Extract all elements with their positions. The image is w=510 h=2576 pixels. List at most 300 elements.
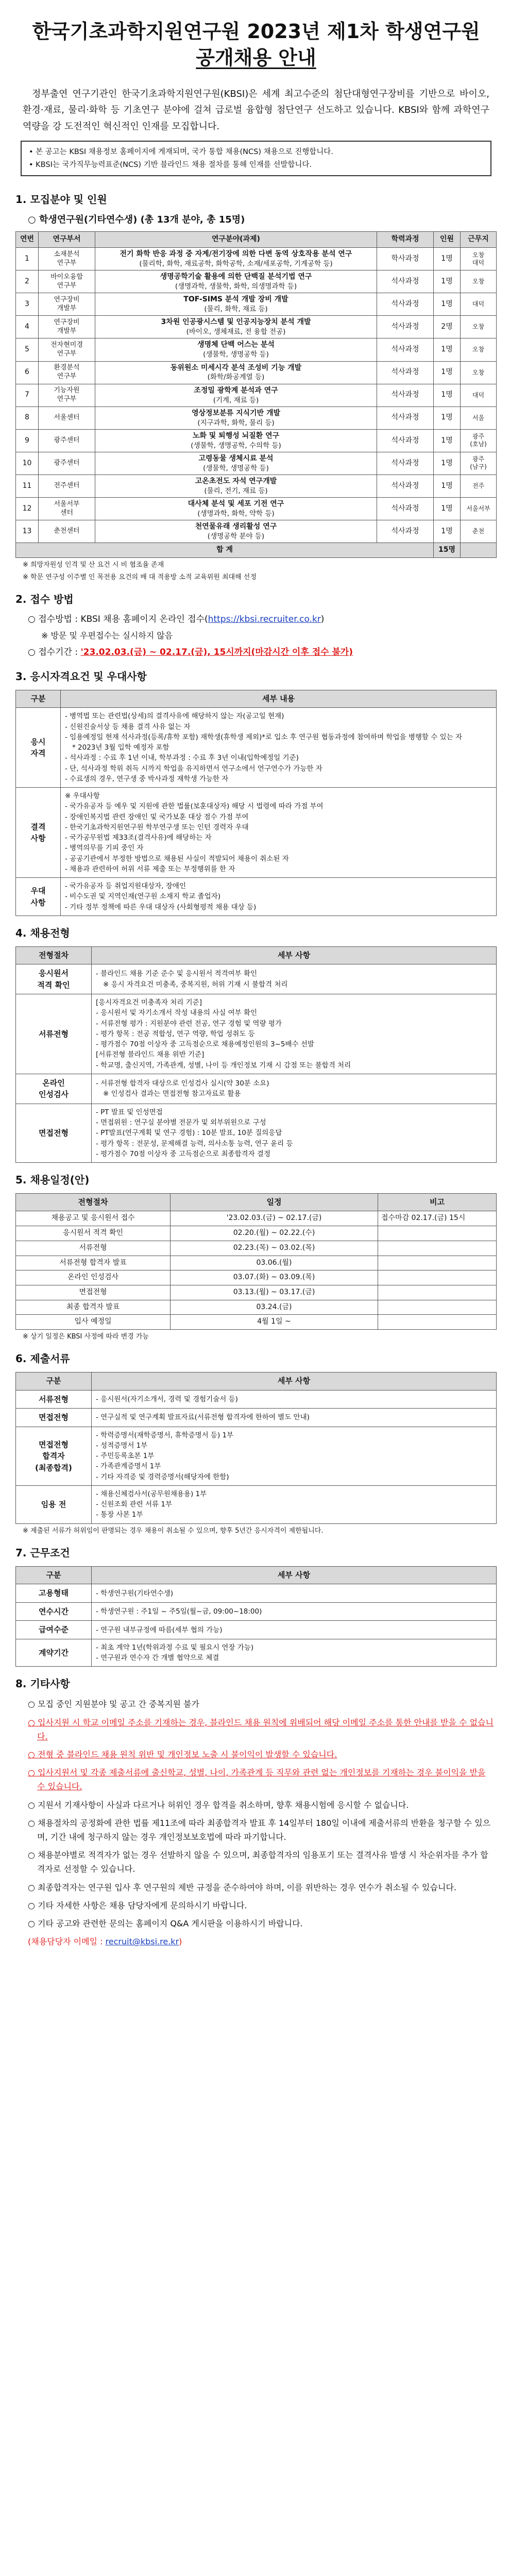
row-item: - 연구실적 및 연구계획 발표자료(서류전형 합격자에 한하여 별도 안내) bbox=[96, 1413, 310, 1422]
table-row bbox=[16, 406, 497, 429]
row-item: - 연구원과 연수자 간 개별 협약으로 체결 bbox=[96, 1654, 219, 1663]
title-line-2: 공개채용 안내 bbox=[196, 46, 316, 70]
row-item: - 학교명, 출신지역, 가족관계, 성별, 나이 등 개인정보 기재 시 감점 또는 불합격 처리 bbox=[96, 1061, 351, 1070]
cell-degree: 석사과정 bbox=[377, 338, 434, 361]
cell-location: 오창 bbox=[461, 316, 497, 338]
row-item: - 학생연구원 : 주1일 ~ 주5일(월~금, 09:00~18:00) bbox=[96, 1607, 262, 1616]
row-content bbox=[61, 708, 497, 788]
row-item: - 공공기관에서 부정한 방법으로 채용된 사실이 적발되어 채용이 취소된 자 bbox=[65, 854, 289, 863]
row-item: - 성적증명서 1부 bbox=[96, 1441, 148, 1450]
misc-item: ○ 기타 공고와 관련한 문의는 홈페이지 Q&A 게시판을 이용하시기 바랍니다. bbox=[28, 1918, 303, 1928]
total-empty bbox=[461, 543, 497, 558]
table-row bbox=[16, 361, 497, 384]
table-row bbox=[16, 1256, 497, 1270]
cell-location: 서울 bbox=[461, 406, 497, 429]
col-header: 일정 bbox=[171, 1194, 378, 1211]
row-item: - 연구원 내부규정에 따름(세부 협의 가능) bbox=[96, 1625, 223, 1634]
row-item: - 병역법 또는 관련법(상세)의 결격사유에 해당하지 않는 자(공고일 현재) bbox=[65, 712, 284, 721]
row-label: 우대 사항 bbox=[16, 878, 61, 916]
task-detail: (화학/화공계열 등) bbox=[207, 373, 265, 382]
cell-location: 광주 (남구) bbox=[461, 452, 497, 474]
col-header: 비고 bbox=[378, 1194, 497, 1211]
col-header: 인원 bbox=[434, 232, 461, 248]
col-header: 학력과정 bbox=[377, 232, 434, 248]
row-item: - 장애인복지법 관련 장애인 및 국가보훈 대상 점수 가점 부여 bbox=[65, 812, 249, 821]
table-row bbox=[16, 994, 497, 1074]
row-label: 연수시간 bbox=[16, 1602, 92, 1621]
col-header: 연번 bbox=[16, 232, 39, 248]
row-label: 응시원서 적격 확인 bbox=[16, 964, 92, 994]
row-label: 온라인 인성검사 bbox=[16, 1074, 92, 1104]
table-row bbox=[16, 452, 497, 474]
schedule-cell: 서류전형 bbox=[16, 1241, 171, 1256]
table-row bbox=[16, 1315, 497, 1330]
cell-dept: 기능자원 연구부 bbox=[39, 384, 95, 406]
row-item: - 단, 석사과정 학위 취득 시까지 학업을 유지하면서 연구소에서 연구연수가 가능한 자 bbox=[65, 764, 322, 773]
task-title: 영상정보분류 지식기반 개발 bbox=[191, 409, 281, 417]
documents-note: ※ 제출된 서류가 허위임이 판명되는 경우 채용이 취소될 수 있으며, 향후 5년간 응시자격이 제한됩니다. bbox=[23, 1527, 324, 1535]
qualification-table bbox=[15, 690, 497, 916]
apply-period-label: ○ 접수기간 : bbox=[28, 647, 81, 658]
cell-no: 4 bbox=[16, 316, 39, 338]
notice-line: • 본 공고는 KBSI 채용정보 홈페이지에 게재되며, 국가 통합 채용(NCS) 채용으로 진행합니다. bbox=[29, 148, 333, 157]
cell-count: 1명 bbox=[434, 498, 461, 520]
row-content bbox=[92, 1409, 497, 1427]
row-item: - 임용예정일 현재 석사과정(등록/휴학 포함) 재학생(휴학생 제외)*로 입소 후 연구원 협동과정에 참여하며 학업을 병행할 수 있는 자 bbox=[65, 733, 462, 741]
misc-item: ○ 지원서 기재사항이 사실과 다르거나 허위인 경우 합격을 취소하며, 향후 채용시험에 응시할 수 없습니다. bbox=[28, 1800, 409, 1810]
total-label: 합 계 bbox=[16, 543, 434, 558]
task-detail: (물리학, 화학, 재료공학, 화학공학, 소재/세포공학, 기계공학 등) bbox=[139, 259, 333, 268]
cell-location: 서울서부 bbox=[461, 498, 497, 520]
table-row bbox=[16, 1485, 497, 1523]
table-header-row bbox=[16, 1372, 497, 1390]
task-detail: (바이오, 생체재료, 전 융합 전공) bbox=[186, 328, 286, 336]
row-item: [응시자격요건 미충족자 처리 기준] bbox=[96, 998, 202, 1007]
task-title: 조정밀 광학계 분석과 연구 bbox=[194, 386, 278, 395]
misc-item: ○ 입사지원 시 학교 이메일 주소를 기재하는 경우, 블라인드 채용 원칙에 위배되어 해당 이메일 주소를 통한 안내를 받을 수 없습니다. bbox=[28, 1717, 494, 1741]
apply-note: ※ 방문 및 우편접수는 실시하지 않음 bbox=[41, 631, 173, 641]
row-label: 결격 사항 bbox=[16, 788, 61, 878]
task-title: TOF-SIMS 분석 개발 장비 개발 bbox=[183, 295, 288, 304]
table-row bbox=[16, 878, 497, 916]
col-header: 구분 bbox=[16, 1372, 92, 1390]
schedule-cell: 4월 1일 ~ bbox=[171, 1315, 378, 1330]
table-row bbox=[16, 384, 497, 406]
cell-dept: 환경분석 연구부 bbox=[39, 361, 95, 384]
contact-email-link[interactable]: recruit@kbsi.re.kr bbox=[105, 1937, 179, 1947]
table-row bbox=[16, 1409, 497, 1427]
section-8-heading: 8. 기타사항 bbox=[15, 1677, 70, 1690]
row-label: 면접전형 bbox=[16, 1409, 92, 1427]
schedule-cell: 03.07.(화) ~ 03.09.(목) bbox=[171, 1270, 378, 1285]
row-item: - 비수도권 및 지역인재(연구원 소재지 학교 졸업자) bbox=[65, 892, 220, 901]
apply-period-value: '23.02.03.(금) ~ 02.17.(금), 15시까지(마감시간 이후 접수 불가) bbox=[80, 647, 353, 658]
contact-prefix: (채용담당자 이메일 : bbox=[28, 1937, 106, 1947]
cell-task bbox=[95, 270, 377, 293]
cell-no: 2 bbox=[16, 270, 39, 293]
table-row bbox=[16, 1584, 497, 1603]
row-content bbox=[92, 1074, 497, 1104]
apply-method-text: ○ 접수방법 : KBSI 채용 홈페이지 온라인 접수( bbox=[28, 614, 208, 625]
row-item: - 학력증명서(재학증명서, 휴학증명서 등) 1부 bbox=[96, 1431, 234, 1439]
section-3-heading: 3. 응시자격요건 및 우대사항 bbox=[15, 670, 147, 683]
row-content bbox=[61, 788, 497, 878]
col-header: 연구분야(과제) bbox=[95, 232, 377, 248]
cell-count: 1명 bbox=[434, 293, 461, 316]
row-item: - 통장 사본 1부 bbox=[96, 1511, 143, 1519]
schedule-cell: 03.06.(월) bbox=[171, 1256, 378, 1270]
cell-task bbox=[95, 406, 377, 429]
cell-degree: 석사과정 bbox=[377, 361, 434, 384]
cell-task bbox=[95, 316, 377, 338]
cell-no: 10 bbox=[16, 452, 39, 474]
apply-period bbox=[28, 646, 497, 659]
cell-count: 1명 bbox=[434, 270, 461, 293]
table-header-row bbox=[16, 1567, 497, 1584]
row-item: ※ 인성검사 결과는 면접전형 참고자료로 활용 bbox=[103, 1090, 241, 1098]
cell-count: 1명 bbox=[434, 452, 461, 474]
row-label: 응시 자격 bbox=[16, 708, 61, 788]
row-item: ※ 우대사항 bbox=[65, 792, 100, 801]
section-4-heading: 4. 채용전형 bbox=[15, 926, 70, 939]
process-table bbox=[15, 946, 497, 1163]
schedule-cell: '23.02.03.(금) ~ 02.17.(금) bbox=[171, 1211, 378, 1226]
schedule-table bbox=[15, 1193, 497, 1330]
cell-location: 대덕 bbox=[461, 293, 497, 316]
schedule-cell: 면접전형 bbox=[16, 1285, 171, 1300]
misc-item: ○ 채용절차의 공정화에 관한 법률 제11조에 따라 최종합격자 발표 후 14일부터 180일 이내에 제출서류의 반환을 청구할 수 있으며, 기간 내에 청구하지 않는 경우 개인정보보호법에 따라 파기합니다. bbox=[28, 1818, 491, 1842]
cell-dept: 연구장비 개발부 bbox=[39, 293, 95, 316]
row-item: - 응시원서 및 자기소개서 작성 내용의 사실 여부 확인 bbox=[96, 1009, 258, 1018]
schedule-cell bbox=[378, 1241, 497, 1256]
table-header-row bbox=[16, 946, 497, 964]
cell-degree: 석사과정 bbox=[377, 406, 434, 429]
task-title: 전기 화학 반응 과정 중 자계/전기장에 의한 다변 동역 상호작용 분석 연구 bbox=[120, 249, 352, 258]
cell-dept: 소재분석 연구부 bbox=[39, 247, 95, 270]
cell-count: 1명 bbox=[434, 429, 461, 452]
section-1-heading: 1. 모집분야 및 인원 bbox=[15, 193, 107, 206]
table-row bbox=[16, 1602, 497, 1621]
row-item: - 평가점수 70점 이상자 중 고득점순으로 채용예정인원의 3~5배수 선발 bbox=[96, 1040, 314, 1049]
col-header: 근무지 bbox=[461, 232, 497, 248]
misc-item: ○ 기타 자세한 사항은 채용 담당자에게 문의하시기 바랍니다. bbox=[28, 1900, 247, 1910]
cell-location: 오창 bbox=[461, 338, 497, 361]
table-row bbox=[16, 1211, 497, 1226]
table-row bbox=[16, 1226, 497, 1241]
row-item: - 평가 항목 : 전공 적합성, 연구 역량, 학업 성취도 등 bbox=[96, 1029, 255, 1038]
row-content bbox=[92, 1584, 497, 1603]
row-item: - 수료생의 경우, 연구생 중 박사과정 재학생 가능한 자 bbox=[65, 774, 229, 783]
total-row bbox=[16, 543, 497, 558]
schedule-cell: 온라인 인성검사 bbox=[16, 1270, 171, 1285]
cell-count: 1명 bbox=[434, 475, 461, 498]
cell-degree: 석사과정 bbox=[377, 429, 434, 452]
row-item: - 평가 항목 : 전문성, 문제해결 능력, 의사소통 능력, 연구 윤리 등 bbox=[96, 1139, 293, 1148]
footnote: ※ 학문 연구성 이주별 인 목전용 요건의 배 대 적용방 소적 교육위원 최대해 선정 bbox=[23, 573, 257, 581]
table-row bbox=[16, 475, 497, 498]
row-label: 면접전형 bbox=[16, 1104, 92, 1162]
contact-line bbox=[28, 1935, 495, 1948]
misc-list bbox=[28, 1697, 495, 1930]
table-row bbox=[16, 316, 497, 338]
table-row bbox=[16, 293, 497, 316]
cell-degree: 학사과정 bbox=[377, 247, 434, 270]
task-title: 대사체 분석 및 세포 기전 연구 bbox=[188, 500, 284, 509]
table-row bbox=[16, 1241, 497, 1256]
table-row bbox=[16, 1285, 497, 1300]
task-detail: (생물학, 생명공학 등) bbox=[203, 464, 269, 472]
schedule-cell bbox=[378, 1270, 497, 1285]
row-content bbox=[92, 1639, 497, 1667]
schedule-cell bbox=[378, 1300, 497, 1315]
row-item: - 학생연구원(기타연수생) bbox=[96, 1589, 174, 1598]
apply-method-end: ) bbox=[320, 614, 325, 625]
cell-count: 2명 bbox=[434, 316, 461, 338]
task-title: 생명체 단백 어스는 분석 bbox=[197, 341, 275, 349]
task-detail: (생물학, 생명공학, 수의학 등) bbox=[191, 441, 281, 450]
schedule-cell: 최종 합격자 발표 bbox=[16, 1300, 171, 1315]
cell-location: 광주 (호남) bbox=[461, 429, 497, 452]
row-label: 임용 전 bbox=[16, 1485, 92, 1523]
cell-task bbox=[95, 361, 377, 384]
row-item: - 응시원서(자기소개서, 경력 및 경험기술서 등) bbox=[96, 1395, 238, 1403]
cell-dept: 서울센터 bbox=[39, 406, 95, 429]
row-item: - 신원조회 관련 서류 1부 bbox=[96, 1500, 172, 1509]
task-detail: (생명과학, 화학, 약학 등) bbox=[197, 510, 275, 518]
section-1-subheading: ○ 학생연구원(기타연수생) (총 13개 분야, 총 15명) bbox=[28, 214, 245, 226]
row-item: [서류전형 블라인드 채용 위반 기준] bbox=[96, 1050, 205, 1059]
row-label: 면접전형 합격자 (최종합격) bbox=[16, 1427, 92, 1485]
task-detail: (생명과학, 생물학, 화학, 의생명과학 등) bbox=[175, 282, 297, 291]
row-content bbox=[92, 1427, 497, 1485]
section-5-heading: 5. 채용일정(안) bbox=[15, 1174, 90, 1187]
cell-degree: 석사과정 bbox=[377, 293, 434, 316]
row-item: - 평가점수 70점 이상자 중 고득점순으로 최종합격자 결정 bbox=[96, 1149, 270, 1158]
documents-table bbox=[15, 1372, 497, 1523]
cell-dept: 광주센터 bbox=[39, 429, 95, 452]
schedule-cell bbox=[378, 1315, 497, 1330]
table-row bbox=[16, 429, 497, 452]
task-title: 고령동물 생체시료 분석 bbox=[198, 454, 274, 463]
cell-degree: 석사과정 bbox=[377, 270, 434, 293]
task-detail: (생물학, 생명공학 등) bbox=[203, 350, 269, 359]
schedule-cell bbox=[378, 1256, 497, 1270]
col-header: 연구부서 bbox=[39, 232, 95, 248]
task-title: 생명공학기술 활용에 의한 단백질 분석기법 연구 bbox=[160, 273, 312, 281]
schedule-cell: 서류전형 합격자 발표 bbox=[16, 1256, 171, 1270]
contact-suffix: ) bbox=[179, 1937, 182, 1947]
task-title: 천연물유래 생리활성 연구 bbox=[195, 522, 277, 531]
row-label: 서류전형 bbox=[16, 994, 92, 1074]
schedule-note: ※ 상기 일정은 KBSI 사정에 따라 변경 가능 bbox=[23, 1332, 149, 1341]
row-item: - 최초 계약 1년(학위과정 수료 및 필요시 연장 가능) bbox=[96, 1643, 254, 1652]
row-item: - 국가유공자 등 취업지원대상자, 장애인 bbox=[65, 882, 186, 891]
misc-item: ○ 입사지원서 및 각종 제출서류에 출신학교, 성별, 나이, 가족관계 등 직무와 관련 없는 개인정보를 기재하는 경우 불이익을 받을 수 있습니다. bbox=[28, 1768, 486, 1792]
cell-dept: 광주센터 bbox=[39, 452, 95, 474]
row-item: - 가족관계증명서 1부 bbox=[96, 1462, 161, 1471]
schedule-cell: 02.20.(월) ~ 02.22.(수) bbox=[171, 1226, 378, 1241]
cell-task bbox=[95, 520, 377, 543]
task-title: 노화 및 퇴행성 뇌질환 연구 bbox=[192, 431, 280, 440]
table-row bbox=[16, 1270, 497, 1285]
row-label: 서류전형 bbox=[16, 1390, 92, 1409]
cell-degree: 석사과정 bbox=[377, 520, 434, 543]
schedule-cell bbox=[378, 1285, 497, 1300]
cell-no: 5 bbox=[16, 338, 39, 361]
row-content bbox=[92, 1602, 497, 1621]
cell-dept: 전주센터 bbox=[39, 475, 95, 498]
section-2-heading: 2. 접수 방법 bbox=[15, 593, 74, 606]
row-content bbox=[92, 1104, 497, 1162]
cell-dept: 춘천센터 bbox=[39, 520, 95, 543]
section-6-heading: 6. 제출서류 bbox=[15, 1352, 70, 1365]
task-title: 고온초전도 자석 연구개발 bbox=[195, 477, 277, 486]
table-row bbox=[16, 708, 497, 788]
table-row bbox=[16, 520, 497, 543]
cell-no: 11 bbox=[16, 475, 39, 498]
cell-task bbox=[95, 338, 377, 361]
schedule-cell: 02.23.(목) ~ 03.02.(목) bbox=[171, 1241, 378, 1256]
table-row bbox=[16, 338, 497, 361]
task-detail: (물리, 화학, 재료 등) bbox=[204, 305, 268, 314]
row-item: - 면접위원 : 연구실 분야별 전문가 및 외부위원으로 구성 bbox=[96, 1118, 266, 1127]
cell-no: 1 bbox=[16, 247, 39, 270]
schedule-cell: 입사 예정일 bbox=[16, 1315, 171, 1330]
misc-item: ○ 전형 중 블라인드 채용 원칙 위반 및 개인정보 노출 시 불이익이 발생할 수 있습니다. bbox=[28, 1750, 337, 1760]
row-item: ※ 응시 자격요건 미충족, 중복지원, 허위 기재 시 불합격 처리 bbox=[103, 980, 288, 989]
row-item: - 석사과정 : 수료 후 1년 이내, 학부과정 : 수료 후 3년 이내(입학예정일 기준) bbox=[65, 754, 299, 762]
task-title: 3차원 인공광시스템 및 인공지능장치 분석 개발 bbox=[161, 318, 311, 327]
title-line-1: 한국기초과학지원연구원 2023년 제1차 학생연구원 bbox=[32, 20, 480, 43]
table-row bbox=[16, 247, 497, 270]
row-item: - 신원진술서상 등 채용 결격 사유 없는 자 bbox=[65, 722, 191, 731]
misc-item: ○ 최종합격자는 연구원 입사 후 연구원의 제반 규정을 준수하여야 하며, 이를 위반하는 경우 연수가 취소될 수 있습니다. bbox=[28, 1882, 456, 1892]
row-content bbox=[61, 878, 497, 916]
table-header-row bbox=[16, 232, 497, 248]
task-detail: (생명공학 분야 등) bbox=[207, 532, 265, 541]
col-header: 구분 bbox=[16, 1567, 92, 1584]
col-header: 세부 사항 bbox=[92, 1567, 497, 1584]
row-item: - 국가유공자 등 예우 및 지원에 관한 법률(보훈대상자) 해당 시 법령에 따라 가점 부여 bbox=[65, 802, 324, 811]
cell-location: 대덕 bbox=[461, 384, 497, 406]
row-content bbox=[92, 1621, 497, 1639]
row-item: - PT 발표 및 인성면접 bbox=[96, 1108, 163, 1116]
cell-count: 1명 bbox=[434, 247, 461, 270]
table-row bbox=[16, 1621, 497, 1639]
apply-link[interactable]: https://kbsi.recruiter.co.kr bbox=[208, 614, 321, 625]
cell-count: 1명 bbox=[434, 361, 461, 384]
cell-dept: 바이오융합 연구부 bbox=[39, 270, 95, 293]
row-item: - 채용과 관련하여 허위 서류 제출 또는 부정행위를 한 자 bbox=[65, 865, 235, 873]
row-item: - 서류전형 평가 : 지원분야 관련 전공, 연구 경험 및 역량 평가 bbox=[96, 1019, 282, 1028]
table-header-row bbox=[16, 1194, 497, 1211]
row-item: - 병역의무를 기피 중인 자 bbox=[65, 844, 144, 853]
cell-dept: 전자현미경 연구부 bbox=[39, 338, 95, 361]
cell-count: 1명 bbox=[434, 384, 461, 406]
section-7-heading: 7. 근무조건 bbox=[15, 1547, 70, 1560]
schedule-cell bbox=[378, 1226, 497, 1241]
row-content bbox=[92, 1390, 497, 1409]
cell-task bbox=[95, 384, 377, 406]
cell-degree: 석사과정 bbox=[377, 316, 434, 338]
table-row bbox=[16, 1427, 497, 1485]
table-row bbox=[16, 1639, 497, 1667]
table-row bbox=[16, 498, 497, 520]
cell-location: 오창 bbox=[461, 361, 497, 384]
cell-no: 13 bbox=[16, 520, 39, 543]
notice-box bbox=[21, 141, 491, 176]
row-item: - 기타 정부 정책에 따른 우대 대상자 (사회형평적 채용 대상 등) bbox=[65, 903, 257, 911]
recruit-table bbox=[15, 231, 497, 558]
page-title bbox=[15, 19, 497, 72]
task-detail: (기계, 재료 등) bbox=[213, 396, 259, 404]
cell-no: 8 bbox=[16, 406, 39, 429]
table-row bbox=[16, 1390, 497, 1409]
cell-dept: 연구장비 개발부 bbox=[39, 316, 95, 338]
col-header: 구분 bbox=[16, 690, 61, 708]
table-header-row bbox=[16, 690, 497, 708]
cell-no: 6 bbox=[16, 361, 39, 384]
cell-location: 오창 bbox=[461, 270, 497, 293]
cell-dept: 서울서부 센터 bbox=[39, 498, 95, 520]
cell-degree: 석사과정 bbox=[377, 475, 434, 498]
col-header: 전형절차 bbox=[16, 1194, 171, 1211]
schedule-cell: 채용공고 및 응시원서 접수 bbox=[16, 1211, 171, 1226]
row-item: - 국가공무원법 제33조(결격사유)에 해당하는 자 bbox=[65, 834, 212, 842]
row-item: - 기타 자격증 및 경력증명서(해당자에 한함) bbox=[96, 1472, 229, 1481]
cell-degree: 석사과정 bbox=[377, 452, 434, 474]
task-detail: (물리, 전기, 재료 등) bbox=[204, 486, 268, 495]
apply-method bbox=[28, 613, 497, 626]
cell-degree: 석사과정 bbox=[377, 384, 434, 406]
row-content bbox=[92, 964, 497, 994]
cell-location: 오창 대덕 bbox=[461, 247, 497, 270]
table-row bbox=[16, 788, 497, 878]
cell-task bbox=[95, 498, 377, 520]
col-header: 세부 사항 bbox=[92, 946, 497, 964]
cell-no: 3 bbox=[16, 293, 39, 316]
row-item: - PT발표(연구계획 및 연구 경험) : 10분 발표, 10분 질의응답 bbox=[96, 1129, 282, 1138]
task-detail: (지구과학, 화학, 물리 등) bbox=[197, 418, 275, 427]
col-header: 세부 사항 bbox=[92, 1372, 497, 1390]
table-row bbox=[16, 1074, 497, 1104]
conditions-table bbox=[15, 1566, 497, 1667]
cell-count: 1명 bbox=[434, 406, 461, 429]
schedule-cell: 03.24.(금) bbox=[171, 1300, 378, 1315]
row-label: 급여수준 bbox=[16, 1621, 92, 1639]
total-count: 15명 bbox=[434, 543, 461, 558]
col-header: 전형절차 bbox=[16, 946, 92, 964]
col-header: 세부 내용 bbox=[61, 690, 497, 708]
schedule-cell: 03.13.(월) ~ 03.17.(금) bbox=[171, 1285, 378, 1300]
cell-no: 12 bbox=[16, 498, 39, 520]
cell-count: 1명 bbox=[434, 338, 461, 361]
misc-item: ○ 모집 중인 지원분야 및 공고 간 중복지원 불가 bbox=[28, 1699, 199, 1709]
schedule-cell: 접수마감 02.17.(금) 15시 bbox=[378, 1211, 497, 1226]
cell-task bbox=[95, 452, 377, 474]
row-item: - 한국기초과학지원연구원 학부연구생 또는 인턴 경력자 우대 bbox=[65, 823, 249, 832]
intro-paragraph: 정부출연 연구기관인 한국기초과학지원연구원(KBSI)은 세계 최고수준의 첨단대형연구장비를 기반으로 바이오, 환경·재료, 물리·화학 등 기초연구 분야에 걸쳐 급로벌 융합형 첨단연구 선도하고 있습니다. KBSI와 함께 과학연구 역량을 강 도전적인 혁신적인 인재를 모집합니다. bbox=[23, 88, 489, 132]
cell-task bbox=[95, 293, 377, 316]
cell-location: 춘천 bbox=[461, 520, 497, 543]
row-item: - 채용신체검사서(공무원채용용) 1부 bbox=[96, 1489, 207, 1498]
footnote: ※ 희망자원성 인격 및 산 요건 시 비 협조율 존재 bbox=[23, 561, 164, 569]
row-label: 계약기간 bbox=[16, 1639, 92, 1667]
cell-location: 전주 bbox=[461, 475, 497, 498]
task-title: 동위원소 미세시각 분석 조성비 기능 개발 bbox=[170, 363, 302, 372]
row-content bbox=[92, 1485, 497, 1523]
row-item: * 2023년 3월 입학 예정자 포함 bbox=[72, 743, 169, 752]
